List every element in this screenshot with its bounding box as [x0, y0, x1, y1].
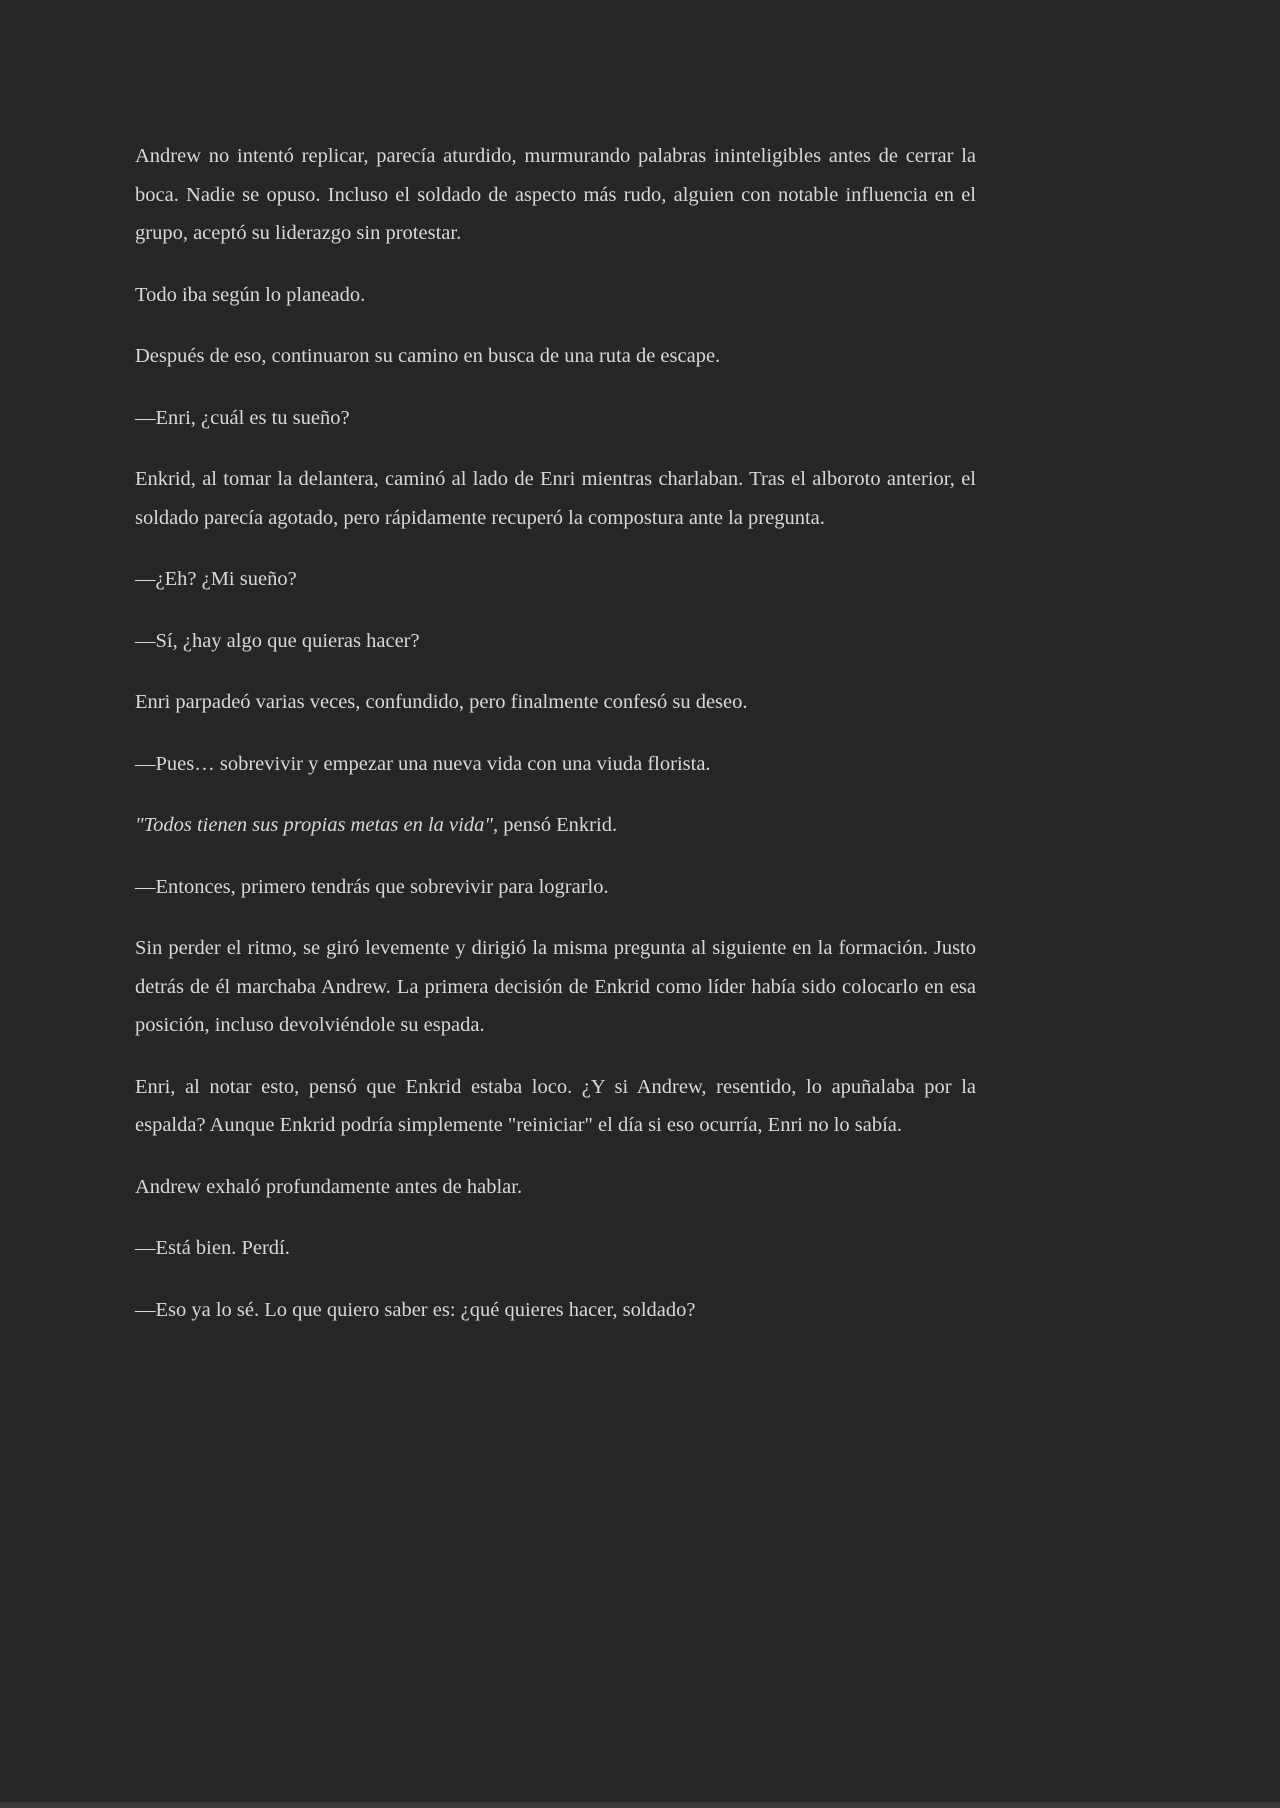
paragraph: Después de eso, continuaron su camino en busca de una ruta de escape. — [135, 345, 721, 367]
thought-paragraph — [135, 806, 976, 845]
paragraph: Andrew no intentó replicar, parecía aturdido, murmurando palabras ininteligibles antes de cerrar la boca. Nadie se opuso. Incluso el soldado de aspecto más rudo, alguien con notable influencia en el grupo, aceptó su liderazgo sin protestar. — [135, 145, 976, 244]
dialogue-paragraph: —¿Eh? ¿Mi sueño? — [135, 568, 297, 590]
paragraph: Sin perder el ritmo, se giró levemente y dirigió la misma pregunta al siguiente en la formación. Justo detrás de él marchaba Andrew. La primera decisión de Enkrid como líder había sido colocarlo en esa posición, incluso devolviéndole su espada. — [135, 937, 976, 1036]
italic-quote: "Todos tienen sus propias metas en la vida", — [135, 814, 499, 836]
dialogue-paragraph: —Sí, ¿hay algo que quieras hacer? — [135, 629, 420, 652]
paragraph: Andrew exhaló profundamente antes de hablar. — [135, 1175, 523, 1198]
paragraph: Enri, al notar esto, pensó que Enkrid estaba loco. ¿Y si Andrew, resentido, lo apuñalaba por la espalda? Aunque Enkrid podría simplemente "reiniciar" el día si eso ocurría, Enri no lo sabía. — [135, 1075, 976, 1136]
dialogue-paragraph: —Está bien. Perdí. — [135, 1237, 290, 1259]
paragraph: Enkrid, al tomar la delantera, caminó al lado de Enri mientras charlaban. Tras el alboroto anterior, el soldado parecía agotado, pero rápidamente recuperó la compostura ante la pregunta. — [135, 468, 976, 529]
paragraph: Enri parpadeó varias veces, confundido, pero finalmente confesó su deseo. — [135, 691, 748, 713]
dialogue-paragraph: —Enri, ¿cuál es tu sueño? — [135, 406, 350, 429]
dialogue-paragraph: —Entonces, primero tendrás que sobrevivir para lograrlo. — [135, 875, 609, 898]
attribution-text: pensó Enkrid. — [498, 814, 618, 836]
page-bottom-edge — [0, 1802, 1280, 1808]
paragraph: Todo iba según lo planeado. — [135, 283, 366, 306]
dialogue-paragraph: —Eso ya lo sé. Lo que quiero saber es: ¿qué quieres hacer, soldado? — [135, 1298, 696, 1321]
dialogue-paragraph: —Pues… sobrevivir y empezar una nueva vida con una viuda florista. — [135, 752, 711, 775]
chapter-text — [135, 137, 976, 1352]
